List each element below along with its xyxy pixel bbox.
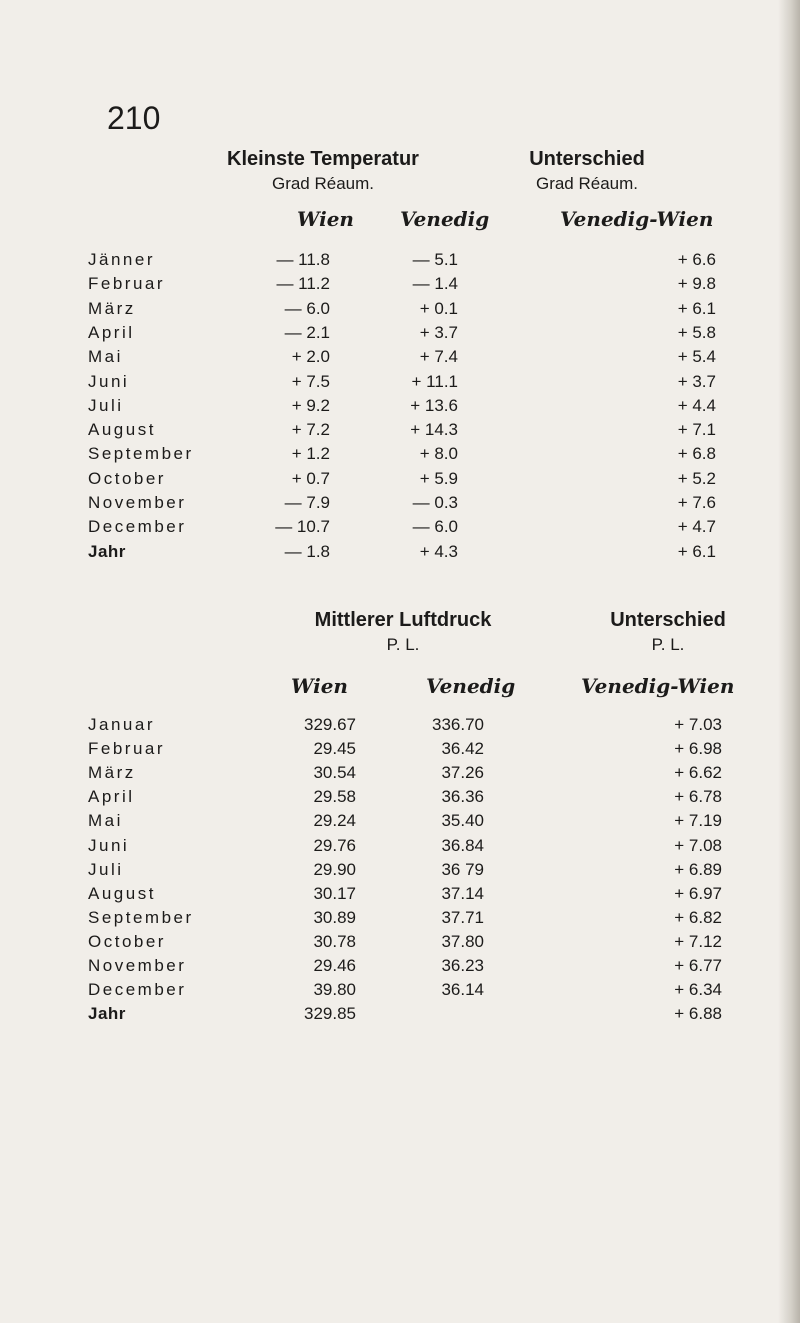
month-label: Februar [88,274,166,294]
wien-value: 30.89 [313,907,356,927]
venedig-value: + 3.7 [419,322,458,342]
wien-value: — 6.0 [284,298,330,318]
difference-value: + 7.08 [674,835,722,855]
wien-value: 29.58 [313,787,356,807]
table-row [0,444,800,470]
table-row [0,323,800,349]
table-row [0,932,800,958]
venedig-value: 36.84 [441,835,484,855]
difference-value: + 6.1 [677,298,716,318]
wien-value: — 11.8 [276,250,330,269]
difference-value: + 6.8 [677,444,716,464]
month-label: Juli [88,859,124,879]
month-label: April [88,787,135,807]
wien-value: 329.85 [304,1004,356,1024]
venedig-value: 36.23 [441,956,484,975]
wien-value: 39.80 [313,980,356,1000]
month-label: Februar [88,739,166,759]
venedig-value: + 0.1 [419,298,458,318]
month-label: Jänner [88,250,155,269]
month-label: August [88,883,156,903]
month-label: Mai [88,811,123,831]
month-label: März [88,763,136,783]
temperature-diff-unit: Grad Réaum. [535,174,639,193]
table-row [0,250,800,276]
venedig-value: 37.14 [441,883,484,903]
wien-value: 29.90 [313,859,356,879]
venedig-value: + 5.9 [419,468,458,488]
column-venedig: Venedig [400,207,490,231]
difference-value: + 9.8 [677,274,716,294]
venedig-value: 37.71 [441,907,484,927]
difference-value: + 6.34 [674,980,722,1000]
difference-value: + 6.98 [674,739,722,759]
column-venedig-wien: Venedig-Wien [581,674,735,698]
wien-value: — 1.8 [284,541,330,561]
table-row [0,542,800,568]
wien-value: 329.67 [304,715,356,734]
venedig-value: 35.40 [441,811,484,831]
venedig-value: + 4.3 [419,541,458,561]
venedig-value: + 7.4 [419,347,458,367]
month-label: September [88,907,194,927]
table-row [0,1004,800,1030]
month-label: September [88,444,194,464]
pressure-unit: P. L. [386,635,420,654]
difference-value: + 7.1 [677,420,716,440]
table-row [0,739,800,765]
difference-value: + 6.77 [674,956,722,975]
table-row [0,274,800,300]
month-label: November [88,493,187,512]
venedig-value: + 14.3 [410,420,458,440]
pressure-title: Mittlerer Luftdruck [314,609,492,631]
difference-value: + 7.6 [677,493,716,512]
venedig-value: — 0.3 [412,493,458,512]
venedig-value: 336.70 [432,715,484,734]
table-row [0,787,800,813]
table-row [0,347,800,373]
difference-value: + 6.97 [674,883,722,903]
venedig-value: — 6.0 [412,517,458,537]
wien-value: + 7.5 [291,371,330,391]
wien-value: 30.54 [313,763,356,783]
column-wien: Wien [297,207,354,231]
month-label: October [88,468,166,488]
table-row [0,517,800,543]
table-row [0,493,800,519]
month-label: März [88,298,136,318]
month-label: Mai [88,347,123,367]
month-label: Juni [88,371,130,391]
wien-value: + 7.2 [291,420,330,440]
difference-value: + 4.4 [677,395,716,415]
difference-value: + 5.8 [677,322,716,342]
venedig-value: 37.26 [441,763,484,783]
month-label: Juni [88,835,130,855]
table-row [0,884,800,910]
difference-value: + 5.4 [677,347,716,367]
table-row [0,396,800,422]
difference-value: + 6.88 [674,1004,722,1024]
table-row [0,956,800,982]
difference-value: + 6.1 [677,541,716,561]
table-row [0,299,800,325]
difference-value: + 7.12 [674,931,722,951]
table-row [0,860,800,886]
venedig-value: 37.80 [441,931,484,951]
difference-value: + 7.19 [674,811,722,831]
table-row [0,908,800,934]
month-label: April [88,322,135,342]
table-row [0,836,800,862]
wien-value: + 9.2 [291,395,330,415]
month-label: November [88,956,187,975]
column-wien: Wien [291,674,348,698]
wien-value: + 1.2 [291,444,330,464]
temperature-unit: Grad Réaum. [271,174,375,193]
table-row [0,980,800,1006]
month-label: Januar [88,715,155,734]
page-number: 210 [107,100,161,136]
table-row [0,811,800,837]
difference-value: + 3.7 [677,371,716,391]
venedig-value: 36.42 [441,739,484,759]
venedig-value: 36 79 [441,859,484,879]
month-label: October [88,931,166,951]
wien-value: 29.46 [313,956,356,975]
difference-value: + 6.78 [674,787,722,807]
month-label: Jahr [88,541,126,561]
temperature-diff-title: Unterschied [529,148,645,170]
wien-value: 29.76 [313,835,356,855]
venedig-value: + 13.6 [410,395,458,415]
difference-value: + 4.7 [677,517,716,537]
table-row [0,372,800,398]
difference-value: + 6.62 [674,763,722,783]
wien-value: — 7.9 [284,493,330,512]
venedig-value: — 1.4 [412,274,458,294]
pressure-diff-unit: P. L. [651,635,685,654]
venedig-value: 36.14 [441,980,484,1000]
table-row [0,469,800,495]
venedig-value: — 5.1 [412,250,458,269]
column-venedig: Venedig [426,674,516,698]
column-venedig-wien: Venedig-Wien [560,207,714,231]
wien-value: + 0.7 [291,468,330,488]
wien-value: + 2.0 [291,347,330,367]
venedig-value: 36.36 [441,787,484,807]
temperature-title: Kleinste Temperatur [227,148,419,170]
wien-value: — 10.7 [275,517,330,537]
page-edge-shadow [778,0,800,1323]
wien-value: — 2.1 [284,322,330,342]
month-label: August [88,420,156,440]
venedig-value: + 8.0 [419,444,458,464]
venedig-value: + 11.1 [411,371,458,391]
difference-value: + 5.2 [677,468,716,488]
table-row [0,420,800,446]
wien-value: 29.24 [313,811,356,831]
wien-value: 30.78 [313,931,356,951]
difference-value: + 6.89 [674,859,722,879]
month-label: Juli [88,395,124,415]
table-row [0,715,800,741]
month-label: December [88,517,187,537]
difference-value: + 6.82 [674,907,722,927]
wien-value: 30.17 [313,883,356,903]
month-label: Jahr [88,1004,126,1024]
month-label: December [88,980,187,1000]
pressure-diff-title: Unterschied [610,609,726,631]
wien-value: 29.45 [313,739,356,759]
difference-value: + 6.6 [677,250,716,269]
wien-value: — 11.2 [276,274,330,294]
table-row [0,763,800,789]
difference-value: + 7.03 [674,715,722,734]
